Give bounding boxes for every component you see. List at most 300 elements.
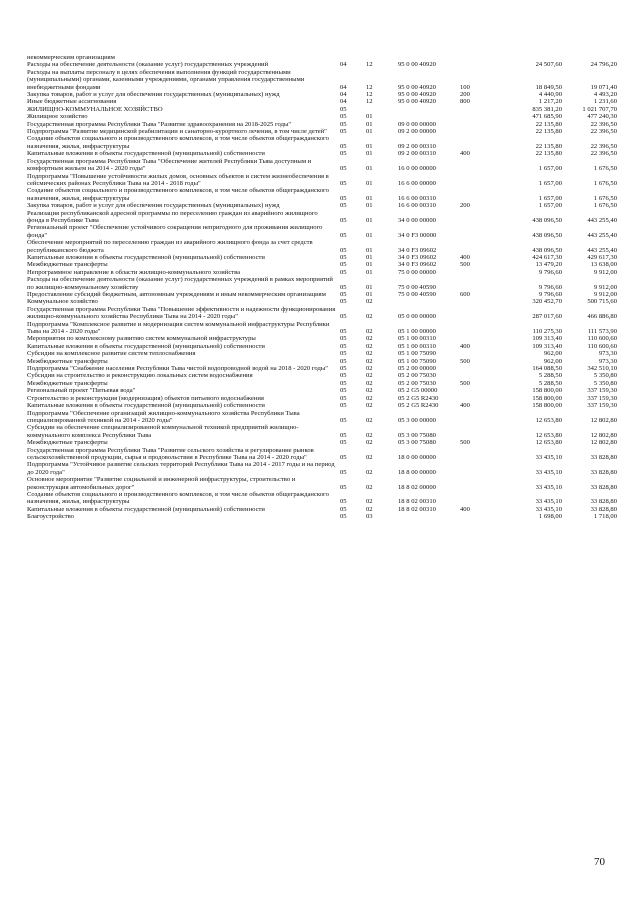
table-row (27, 372, 617, 379)
row-expense-type: 500 (460, 261, 470, 269)
row-name: Закупка товаров, работ и услуг для обеспечения государственных (муниципальных) нужд (27, 91, 280, 99)
row-amount-1: 18 849,50 (535, 83, 562, 91)
row-subsection: 02 (366, 350, 373, 358)
row-name: Государственная программа Республики Тыва "Развитие сельского хозяйства и регулирование рынков сельскохозяйственной продукции, сырья и продовольствия в Республике Тыва на 2014 - 2020 годы" (27, 446, 314, 461)
row-target-code: 16 6 00 00000 (398, 179, 436, 187)
row-section: 05 (340, 231, 347, 239)
row-name: Иные бюджетные ассигнования (27, 98, 117, 106)
row-section: 05 (340, 268, 347, 276)
row-target-code: 05 2 00 75030 (398, 372, 436, 380)
table-row (27, 447, 617, 462)
row-amount-2: 1 021 707,70 (582, 105, 617, 113)
row-subsection: 01 (366, 120, 373, 128)
row-target-code: 95 0 00 40920 (398, 91, 436, 99)
row-expense-type: 400 (460, 150, 470, 158)
table-row (27, 113, 617, 120)
row-section: 05 (340, 261, 347, 269)
row-amount-2: 22 396,50 (590, 142, 617, 150)
row-amount-2: 110 600,60 (587, 342, 617, 350)
row-section: 05 (340, 165, 347, 173)
row-target-code: 34 0 F3 09602 (398, 246, 437, 254)
row-amount-2: 973,30 (598, 350, 617, 358)
row-target-code: 05 2 00 00000 (398, 365, 436, 373)
row-amount-1: 33 435,10 (535, 483, 562, 491)
table-row (27, 321, 617, 336)
row-expense-type: 100 (460, 83, 470, 91)
table-row (27, 173, 617, 188)
table-row (27, 158, 617, 173)
row-amount-1: 158 800,00 (532, 402, 562, 410)
row-section: 05 (340, 453, 347, 461)
table-row (27, 239, 617, 254)
table-row (27, 54, 617, 61)
row-name: Субсидии на строительство и реконструкцию локальных систем водоснабжения (27, 372, 253, 380)
row-section: 05 (340, 357, 347, 365)
row-subsection: 02 (366, 431, 373, 439)
row-name: Непрограммное направление в области жилищно-коммунального хозяйства (27, 268, 241, 276)
row-section: 05 (340, 291, 347, 298)
row-amount-1: 4 440,90 (538, 91, 562, 99)
row-subsection: 12 (366, 83, 373, 91)
row-section: 05 (340, 394, 347, 402)
row-amount-2: 13 638,00 (590, 261, 617, 269)
row-target-code: 34 0 F3 00000 (398, 231, 437, 239)
table-row (27, 306, 617, 321)
row-expense-type: 400 (460, 505, 470, 513)
row-expense-type: 400 (460, 253, 470, 261)
row-amount-1: 158 800,00 (532, 394, 562, 402)
row-section: 04 (340, 91, 347, 99)
table-row (27, 98, 617, 105)
row-name: Коммунальное хозяйство (27, 298, 98, 306)
row-subsection: 02 (366, 357, 373, 365)
row-subsection: 02 (366, 505, 373, 513)
row-name: Субсидии на обеспечение специализированной коммунальной техникой предприятий жилищно-коммунального комплекса Республики Тыва (27, 424, 299, 439)
row-name: Государственная программа Республики Тыва "Развитие здравоохранения на 2018-2025 годы" (27, 120, 292, 128)
row-subsection: 01 (366, 246, 373, 254)
row-target-code: 05 2 00 75030 (398, 379, 436, 387)
row-section: 05 (340, 253, 347, 261)
row-expense-type: 800 (460, 98, 470, 106)
row-name: Мероприятия по комплексному развитию систем коммунальной инфраструктуры (27, 335, 256, 343)
row-target-code: 05 2 G5 00000 (398, 387, 438, 395)
row-name: Расходы на выплаты персоналу в целях обеспечения выполнения функций государственными (муниципальными) органами, казенными учреждениями, органами управления государственными внебюджетными фондами (27, 68, 305, 91)
row-amount-2: 9 912,00 (593, 268, 617, 276)
row-amount-1: 33 435,10 (535, 453, 562, 461)
row-subsection: 02 (366, 342, 373, 350)
table-row (27, 402, 617, 409)
row-subsection: 02 (366, 394, 373, 402)
row-target-code: 18 8 02 00310 (398, 505, 436, 513)
row-subsection: 01 (366, 231, 373, 239)
row-name: Капитальные вложения в объекты государственной (муниципальной) собственности (27, 342, 265, 350)
row-amount-1: 1 657,00 (538, 194, 562, 202)
table-row (27, 135, 617, 150)
row-name: Капитальные вложения в объекты государственной (муниципальной) собственности (27, 402, 265, 410)
row-subsection: 01 (366, 142, 373, 150)
row-amount-2: 1 676,50 (593, 194, 617, 202)
row-amount-1: 33 435,10 (535, 498, 562, 506)
row-amount-2: 9 912,00 (593, 283, 617, 291)
row-amount-1: 1 657,00 (538, 165, 562, 173)
row-subsection: 12 (366, 91, 373, 99)
row-section: 04 (340, 61, 347, 69)
row-amount-1: 1 698,00 (538, 513, 562, 521)
row-section: 05 (340, 246, 347, 254)
table-row (27, 61, 617, 68)
row-name: Благоустройство (27, 513, 74, 521)
row-subsection: 02 (366, 439, 373, 447)
row-name: Реализация республиканской адресной программы по переселению граждан из аварийного жилищного фонда в Республике Тыва (27, 209, 318, 224)
row-name: Предоставление субсидий бюджетным, автономным учреждениям и иным некоммерческим организациям (27, 291, 326, 298)
row-target-code: 05 1 00 00000 (398, 328, 436, 336)
row-amount-1: 1 217,20 (538, 98, 562, 106)
row-subsection: 12 (366, 98, 373, 106)
row-amount-2: 33 828,80 (590, 505, 617, 513)
row-target-code: 18 0 00 00000 (398, 453, 436, 461)
row-subsection: 02 (366, 328, 373, 336)
row-amount-2: 500 715,60 (587, 298, 617, 306)
row-section: 05 (340, 379, 347, 387)
row-amount-2: 5 350,80 (593, 379, 617, 387)
row-expense-type: 500 (460, 439, 470, 447)
row-section: 05 (340, 350, 347, 358)
row-amount-1: 424 617,30 (532, 253, 562, 261)
row-target-code: 05 3 00 00000 (398, 416, 436, 424)
row-section: 05 (340, 298, 347, 306)
row-expense-type: 500 (460, 357, 470, 365)
row-target-code: 09 2 00 00000 (398, 128, 436, 136)
row-subsection: 01 (366, 128, 373, 136)
row-amount-2: 337 159,30 (587, 402, 617, 410)
row-subsection: 01 (366, 202, 373, 210)
row-amount-1: 13 479,20 (535, 261, 562, 269)
row-amount-2: 33 828,80 (590, 498, 617, 506)
row-section: 04 (340, 98, 347, 106)
row-section: 05 (340, 128, 347, 136)
row-name: ЖИЛИЩНО-КОММУНАЛЬНОЕ ХОЗЯЙСТВО (27, 105, 163, 113)
row-section: 05 (340, 416, 347, 424)
row-target-code: 09 2 00 00310 (398, 150, 436, 158)
row-amount-2: 1 676,50 (593, 179, 617, 187)
row-section: 05 (340, 328, 347, 336)
row-name: Подпрограмма "Снабжение населения Республики Тыва чистой водопроводной водой на 2018 - 2020 годы" (27, 365, 328, 373)
row-subsection: 03 (366, 513, 373, 521)
row-section: 05 (340, 335, 347, 343)
row-amount-1: 12 653,80 (535, 416, 562, 424)
row-amount-1: 835 381,20 (532, 105, 562, 113)
row-subsection: 01 (366, 150, 373, 158)
row-subsection: 02 (366, 365, 373, 373)
row-section: 05 (340, 313, 347, 321)
table-row (27, 261, 617, 268)
row-subsection: 01 (366, 113, 373, 121)
row-amount-1: 158 800,00 (532, 387, 562, 395)
table-row (27, 91, 617, 98)
row-amount-1: 9 796,60 (538, 268, 562, 276)
row-subsection: 01 (366, 165, 373, 173)
table-row (27, 350, 617, 357)
row-target-code: 18 8 02 00310 (398, 498, 436, 506)
table-row (27, 187, 617, 202)
row-amount-1: 5 288,50 (538, 379, 562, 387)
row-section: 05 (340, 202, 347, 210)
table-row (27, 506, 617, 513)
row-name: Капитальные вложения в объекты государственной (муниципальной) собственности (27, 505, 265, 513)
row-name: Межбюджетные трансферты (27, 379, 108, 387)
table-row (27, 276, 617, 291)
table-row (27, 210, 617, 225)
row-subsection: 02 (366, 372, 373, 380)
table-row (27, 335, 617, 342)
row-name: Создание объектов социального и производственного комплексов, в том числе объектов общегражданского назначения, жилья, инфраструктуры (27, 490, 329, 506)
row-section: 05 (340, 179, 347, 187)
row-amount-2: 443 255,40 (587, 231, 617, 239)
row-amount-1: 438 096,50 (532, 231, 562, 239)
row-amount-2: 1 676,50 (593, 202, 617, 210)
row-section: 05 (340, 105, 347, 113)
row-target-code: 95 0 00 40920 (398, 98, 436, 106)
row-amount-2: 33 828,80 (590, 453, 617, 461)
row-amount-1: 5 288,50 (538, 372, 562, 380)
row-amount-1: 109 313,40 (532, 335, 562, 343)
row-target-code: 05 3 00 75080 (398, 431, 436, 439)
table-row (27, 513, 617, 520)
row-subsection: 02 (366, 402, 373, 410)
row-name: Подпрограмма "Устойчивое развитие сельских территорий Республики Тыва на 2014 - 2017 годы и на период до 2020 года" (27, 461, 335, 476)
row-section: 05 (340, 342, 347, 350)
table-row (27, 128, 617, 135)
row-section: 05 (340, 372, 347, 380)
table-row (27, 387, 617, 394)
row-amount-1: 320 452,70 (532, 298, 562, 306)
row-name: Основное мероприятие "Развитие социальной и инженерной инфраструктуры, строительство и реконструкция автомобильных дорог" (27, 476, 296, 491)
table-row (27, 269, 617, 276)
row-target-code: 05 1 00 75090 (398, 357, 436, 365)
row-target-code: 34 0 F3 09602 (398, 261, 437, 269)
row-amount-1: 110 275,30 (532, 328, 562, 336)
row-target-code: 05 0 00 00000 (398, 313, 436, 321)
row-name: Капитальные вложения в объекты государственной (муниципальной) собственности (27, 150, 265, 158)
row-target-code: 95 0 00 40920 (398, 61, 436, 69)
table-row (27, 224, 617, 239)
row-amount-2: 337 159,30 (587, 394, 617, 402)
table-row (27, 202, 617, 209)
row-name: некоммерческим организациям (27, 54, 115, 61)
row-target-code: 16 0 00 00000 (398, 165, 436, 173)
row-amount-1: 438 096,50 (532, 216, 562, 224)
row-target-code: 16 6 00 00310 (398, 194, 436, 202)
row-subsection: 02 (366, 483, 373, 491)
row-section: 05 (340, 150, 347, 158)
row-name: Расходы на обеспечение деятельности (оказание услуг) государственных учреждений в рамках мероприятий по жилищно-коммунальному хозяйству (27, 276, 333, 291)
page-number: 70 (594, 856, 605, 868)
row-amount-1: 22 135,80 (535, 150, 562, 158)
row-target-code: 75 0 00 40590 (398, 283, 436, 291)
row-amount-2: 443 255,40 (587, 216, 617, 224)
row-name: Создание объектов социального и производственного комплексов, в том числе объектов общегражданского назначения, жилья, инфраструктуры (27, 135, 329, 150)
table-row (27, 291, 617, 298)
table-row (27, 298, 617, 305)
row-amount-2: 5 350,80 (593, 372, 617, 380)
row-section: 04 (340, 83, 347, 91)
row-expense-type: 400 (460, 342, 470, 350)
row-subsection: 02 (366, 416, 373, 424)
row-amount-2: 12 802,80 (590, 416, 617, 424)
row-subsection: 01 (366, 179, 373, 187)
table-row (27, 410, 617, 425)
row-name: Региональный проект "Питьевая вода" (27, 387, 136, 395)
row-amount-1: 109 313,40 (532, 342, 562, 350)
row-target-code: 05 2 G5 R2430 (398, 394, 439, 402)
row-target-code: 09 0 00 00000 (398, 120, 436, 128)
row-name: Создание объектов социального и производственного комплексов, в том числе объектов общегражданского назначения, жилья, инфраструктуры (27, 187, 329, 202)
row-expense-type: 200 (460, 91, 470, 99)
row-target-code: 05 1 00 00310 (398, 342, 436, 350)
row-subsection: 02 (366, 298, 373, 306)
row-target-code: 05 1 00 00310 (398, 335, 436, 343)
row-amount-2: 12 802,80 (590, 439, 617, 447)
row-amount-2: 4 493,20 (593, 91, 617, 99)
row-target-code: 34 0 00 00000 (398, 216, 436, 224)
row-target-code: 95 0 00 40920 (398, 83, 436, 91)
table-row (27, 106, 617, 113)
row-target-code: 34 0 F3 09602 (398, 253, 437, 261)
row-amount-1: 164 088,50 (532, 365, 562, 373)
row-amount-1: 1 657,00 (538, 179, 562, 187)
row-section: 05 (340, 194, 347, 202)
row-target-code: 75 0 00 40590 (398, 291, 436, 298)
row-amount-1: 24 507,60 (535, 61, 562, 69)
row-section: 05 (340, 216, 347, 224)
row-target-code: 16 6 00 00310 (398, 202, 436, 210)
row-amount-2: 1 231,60 (593, 98, 617, 106)
row-amount-1: 287 017,60 (532, 313, 562, 321)
row-subsection: 02 (366, 335, 373, 343)
row-target-code: 18 8 02 00000 (398, 483, 436, 491)
table-row (27, 491, 617, 506)
table-row (27, 476, 617, 491)
row-amount-1: 33 435,10 (535, 505, 562, 513)
row-target-code: 05 3 00 75080 (398, 439, 436, 447)
row-name: Межбюджетные трансферты (27, 357, 108, 365)
row-amount-2: 466 886,80 (587, 313, 617, 321)
table-row (27, 121, 617, 128)
table-row (27, 365, 617, 372)
row-subsection: 02 (366, 387, 373, 395)
row-section: 05 (340, 113, 347, 121)
table-row (27, 254, 617, 261)
row-expense-type: 400 (460, 402, 470, 410)
row-section: 05 (340, 365, 347, 373)
row-name: Жилищное хозяйство (27, 113, 88, 121)
row-subsection: 01 (366, 261, 373, 269)
row-name: Межбюджетные трансферты (27, 439, 108, 447)
table-row (27, 380, 617, 387)
row-name: Подпрограмма "Комплексное развитие и модернизация систем коммунальной инфраструктуры Республики Тыва на 2014 - 2020 годы" (27, 320, 330, 336)
row-amount-2: 22 396,50 (590, 150, 617, 158)
row-subsection: 01 (366, 291, 373, 298)
row-name: Подпрограмма "Повышение устойчивости жилых домов, основных объектов и систем жизнеобеспечения в сейсмических районах Республики Тыва на 2014 - 2018 годы" (27, 172, 329, 187)
budget-table (27, 54, 617, 521)
row-amount-2: 110 600,60 (587, 335, 617, 343)
row-amount-1: 22 135,80 (535, 142, 562, 150)
row-name: Государственная программа Республики Тыва "Обеспечение жителей Республики Тыва доступным и комфортным жильем на 2014 - 2020 годы" (27, 157, 312, 173)
row-section: 05 (340, 283, 347, 291)
row-amount-2: 9 912,00 (593, 291, 617, 298)
row-section: 05 (340, 483, 347, 491)
row-amount-2: 973,30 (598, 357, 617, 365)
row-section: 05 (340, 468, 347, 476)
row-amount-2: 22 396,50 (590, 128, 617, 136)
row-amount-2: 342 510,10 (587, 365, 617, 373)
row-subsection: 02 (366, 313, 373, 321)
row-expense-type: 600 (460, 291, 470, 298)
table-row (27, 461, 617, 476)
row-section: 05 (340, 505, 347, 513)
row-name: Строительство и реконструкция (модернизация) объектов питьевого водоснабжения (27, 394, 264, 402)
row-subsection: 01 (366, 194, 373, 202)
row-amount-2: 19 071,40 (590, 83, 617, 91)
row-section: 05 (340, 120, 347, 128)
row-section: 05 (340, 431, 347, 439)
row-section: 05 (340, 387, 347, 395)
row-amount-2: 22 396,50 (590, 120, 617, 128)
row-name: Капитальные вложения в объекты государственной (муниципальной) собственности (27, 253, 265, 261)
row-expense-type: 200 (460, 202, 470, 210)
row-subsection: 02 (366, 379, 373, 387)
row-name: Субсидии на комплексное развитие систем теплоснабжения (27, 350, 196, 358)
row-amount-1: 22 135,80 (535, 128, 562, 136)
row-amount-1: 962,00 (543, 357, 562, 365)
row-name: Закупка товаров, работ и услуг для обеспечения государственных (муниципальных) нужд (27, 202, 280, 210)
table-row (27, 439, 617, 446)
row-amount-2: 443 255,40 (587, 246, 617, 254)
row-amount-1: 471 685,90 (532, 113, 562, 121)
row-amount-2: 337 159,30 (587, 387, 617, 395)
row-expense-type: 500 (460, 379, 470, 387)
row-target-code: 18 8 00 00000 (398, 468, 436, 476)
row-name: Расходы на обеспечение деятельности (оказание услуг) государственных учреждений (27, 61, 269, 69)
row-name: Региональный проект "Обеспечение устойчивого сокращения непригодного для проживания жилищного фонда" (27, 224, 323, 239)
row-amount-2: 1 676,50 (593, 165, 617, 173)
row-amount-2: 33 828,80 (590, 483, 617, 491)
row-amount-2: 24 796,20 (590, 61, 617, 69)
row-subsection: 12 (366, 61, 373, 69)
row-amount-1: 1 657,00 (538, 202, 562, 210)
row-subsection: 01 (366, 216, 373, 224)
table-row (27, 424, 617, 439)
row-amount-2: 1 718,00 (593, 513, 617, 521)
row-section: 05 (340, 402, 347, 410)
row-name: Межбюджетные трансферты (27, 261, 108, 269)
row-section: 05 (340, 498, 347, 506)
row-amount-2: 12 802,80 (590, 431, 617, 439)
row-subsection: 01 (366, 268, 373, 276)
row-subsection: 02 (366, 453, 373, 461)
row-amount-1: 962,00 (543, 350, 562, 358)
table-row (27, 343, 617, 350)
row-name: Обеспечение мероприятий по переселению граждан из аварийного жилищного фонда за счет средств республиканского бюджета (27, 239, 313, 254)
row-amount-1: 12 653,80 (535, 439, 562, 447)
row-subsection: 02 (366, 498, 373, 506)
row-section: 05 (340, 439, 347, 447)
row-amount-1: 22 135,80 (535, 120, 562, 128)
row-amount-1: 9 796,60 (538, 283, 562, 291)
row-subsection: 01 (366, 253, 373, 261)
row-amount-2: 477 240,30 (587, 113, 617, 121)
row-amount-2: 429 617,30 (587, 253, 617, 261)
